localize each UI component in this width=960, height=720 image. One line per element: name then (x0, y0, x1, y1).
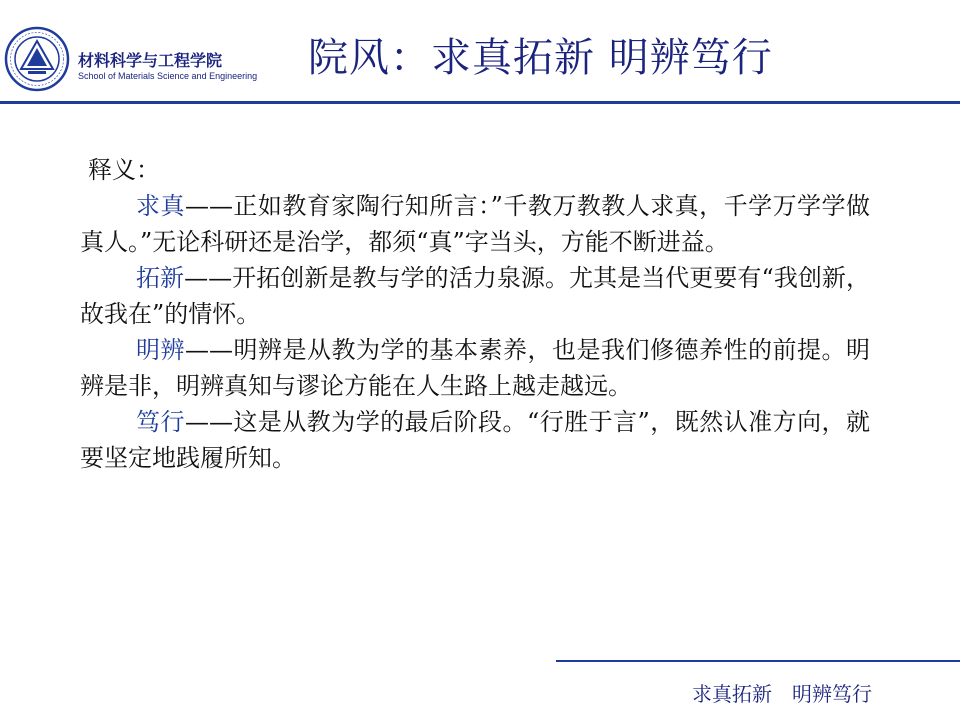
paragraph-tuoxin (80, 260, 870, 332)
school-name-en: School of Materials Science and Engineering (78, 71, 258, 81)
term-tuoxin: 拓新 (136, 264, 185, 292)
paragraph-qiuzhen (80, 188, 870, 260)
paragraph-text: ——开拓创新是教与学的活力泉源。尤其是当代更要有“我创新，故我在”的情怀。 (80, 264, 870, 328)
paragraph-duxing (80, 404, 870, 476)
content-body (80, 152, 870, 476)
paragraph-mingbian (80, 332, 870, 404)
term-mingbian: 明辨 (136, 336, 185, 364)
university-seal-icon (4, 26, 70, 92)
intro-label: 释义： (88, 156, 160, 184)
footer-divider (556, 660, 960, 662)
paragraph-text: ——明辨是从教为学的基本素养，也是我们修德养性的前提。明辨是非，明辨真知与谬论方能在人生路上越走越远。 (80, 336, 870, 400)
term-duxing: 笃行 (136, 408, 185, 436)
term-qiuzhen: 求真 (136, 192, 185, 220)
school-name-cn: 材料科学与工程学院 (78, 51, 223, 70)
paragraph-text: ——这是从教为学的最后阶段。“行胜于言”，既然认准方向，就要坚定地践履所知。 (80, 408, 870, 472)
paragraph-text: ——正如教育家陶行知所言：”千教万教教人求真，千学万学学做真人。”无论科研还是治学，都须“真”字当头，方能不断进益。 (80, 192, 870, 256)
header-divider (0, 101, 960, 104)
footer-motto: 求真拓新 明辨笃行 (692, 682, 872, 706)
page-title: 院风：求真拓新 明辨笃行 (308, 35, 773, 81)
